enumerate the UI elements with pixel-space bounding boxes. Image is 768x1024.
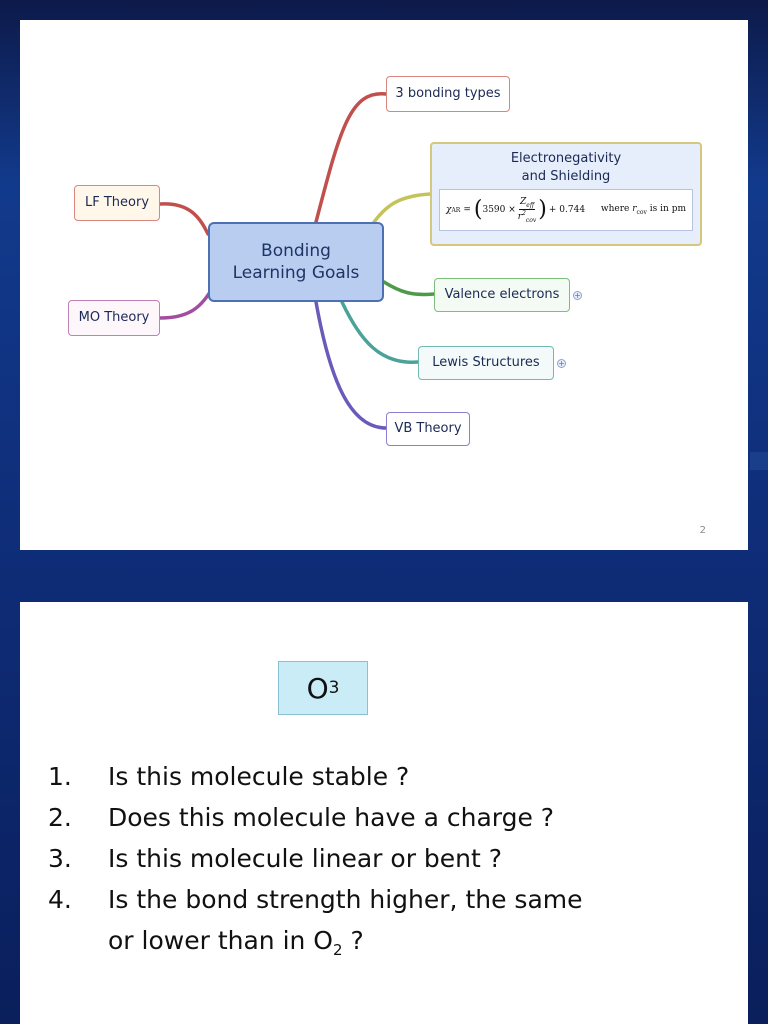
formula-denominator: r xyxy=(517,211,523,222)
list-item xyxy=(48,756,583,797)
expand-plus-icon[interactable]: + xyxy=(558,359,565,368)
formula-denominator-sup: 2 xyxy=(522,209,526,217)
branch-electronegativity xyxy=(374,194,430,222)
question-text-line2: or lower than in O xyxy=(108,926,333,955)
node-3-bonding-types[interactable] xyxy=(386,76,510,112)
question-number: 1. xyxy=(48,762,72,791)
molecule-base: O xyxy=(306,671,329,705)
question-o2-subscript: 2 xyxy=(333,941,343,959)
formula-paren-open: ( xyxy=(473,197,483,223)
question-number: 3. xyxy=(48,844,72,873)
formula-fraction xyxy=(518,197,537,224)
central-topic-line2: Learning Goals xyxy=(232,263,360,283)
questions-slide xyxy=(20,602,748,1024)
formula-paren-close: ) xyxy=(538,197,547,223)
en-title-line1: Electronegativity xyxy=(510,151,622,166)
list-item xyxy=(48,797,583,838)
node-label: Valence electrons xyxy=(444,287,560,303)
formula-coefficient: 3590 × xyxy=(482,204,516,215)
formula-where-sub: cov xyxy=(636,208,647,216)
node-lf-theory[interactable] xyxy=(74,185,160,221)
mind-map-slide xyxy=(20,20,748,550)
question-text-line2-suffix: ? xyxy=(342,926,364,955)
expand-plus-icon[interactable]: + xyxy=(574,291,581,300)
branch-3-bonding-types xyxy=(316,94,386,222)
formula-constant: + 0.744 xyxy=(548,204,586,215)
slide-edge-mark xyxy=(750,452,768,470)
list-item xyxy=(48,838,583,879)
central-topic-bonding-learning-goals[interactable] xyxy=(208,222,384,302)
question-list xyxy=(48,756,583,971)
molecule-subscript: 3 xyxy=(328,678,340,698)
node-mo-theory[interactable] xyxy=(68,300,160,336)
en-title xyxy=(511,150,621,185)
branch-lewis-structures xyxy=(342,302,418,362)
node-electronegativity-and-shielding[interactable] xyxy=(430,142,702,246)
page-number: 2 xyxy=(699,525,706,536)
formula-denominator-sub: cov xyxy=(525,216,537,224)
node-label: LF Theory xyxy=(84,195,150,211)
formula-where: where xyxy=(600,204,630,215)
question-number: 4. xyxy=(48,885,72,914)
question-text-line1: Is the bond strength higher, the same xyxy=(108,885,583,914)
formula-where-suffix: is in pm xyxy=(649,204,686,215)
question-number: 2. xyxy=(48,803,72,832)
branch-mo-theory xyxy=(160,292,210,318)
list-item xyxy=(48,879,583,971)
node-label: 3 bonding types xyxy=(395,86,501,102)
question-text: Does this molecule have a charge ? xyxy=(108,803,555,832)
molecule-formula-box xyxy=(278,661,368,715)
formula-where-var: r xyxy=(632,204,637,215)
question-text: Is this molecule linear or bent ? xyxy=(108,844,503,873)
en-title-line2: and Shielding xyxy=(521,168,611,184)
formula-lhs-sup: AR xyxy=(451,206,461,214)
central-topic-line1: Bonding xyxy=(261,240,331,261)
electronegativity-formula xyxy=(439,189,693,231)
branch-lf-theory xyxy=(160,204,208,234)
node-label: MO Theory xyxy=(78,310,150,326)
node-label: VB Theory xyxy=(394,421,462,437)
node-valence-electrons[interactable] xyxy=(434,278,570,312)
formula-numerator-sub: eff xyxy=(526,201,535,209)
mind-map-branches xyxy=(20,20,748,550)
formula-units-note xyxy=(601,204,686,216)
node-vb-theory[interactable] xyxy=(386,412,470,446)
formula-equals: = xyxy=(463,204,471,215)
node-label: Lewis Structures xyxy=(432,355,540,371)
formula-numerator: Z xyxy=(520,196,527,207)
formula-lhs: χ xyxy=(446,204,452,215)
branch-valence-electrons xyxy=(384,282,434,295)
question-text: Is this molecule stable ? xyxy=(108,762,410,791)
question-text xyxy=(108,879,583,971)
node-lewis-structures[interactable] xyxy=(418,346,554,380)
